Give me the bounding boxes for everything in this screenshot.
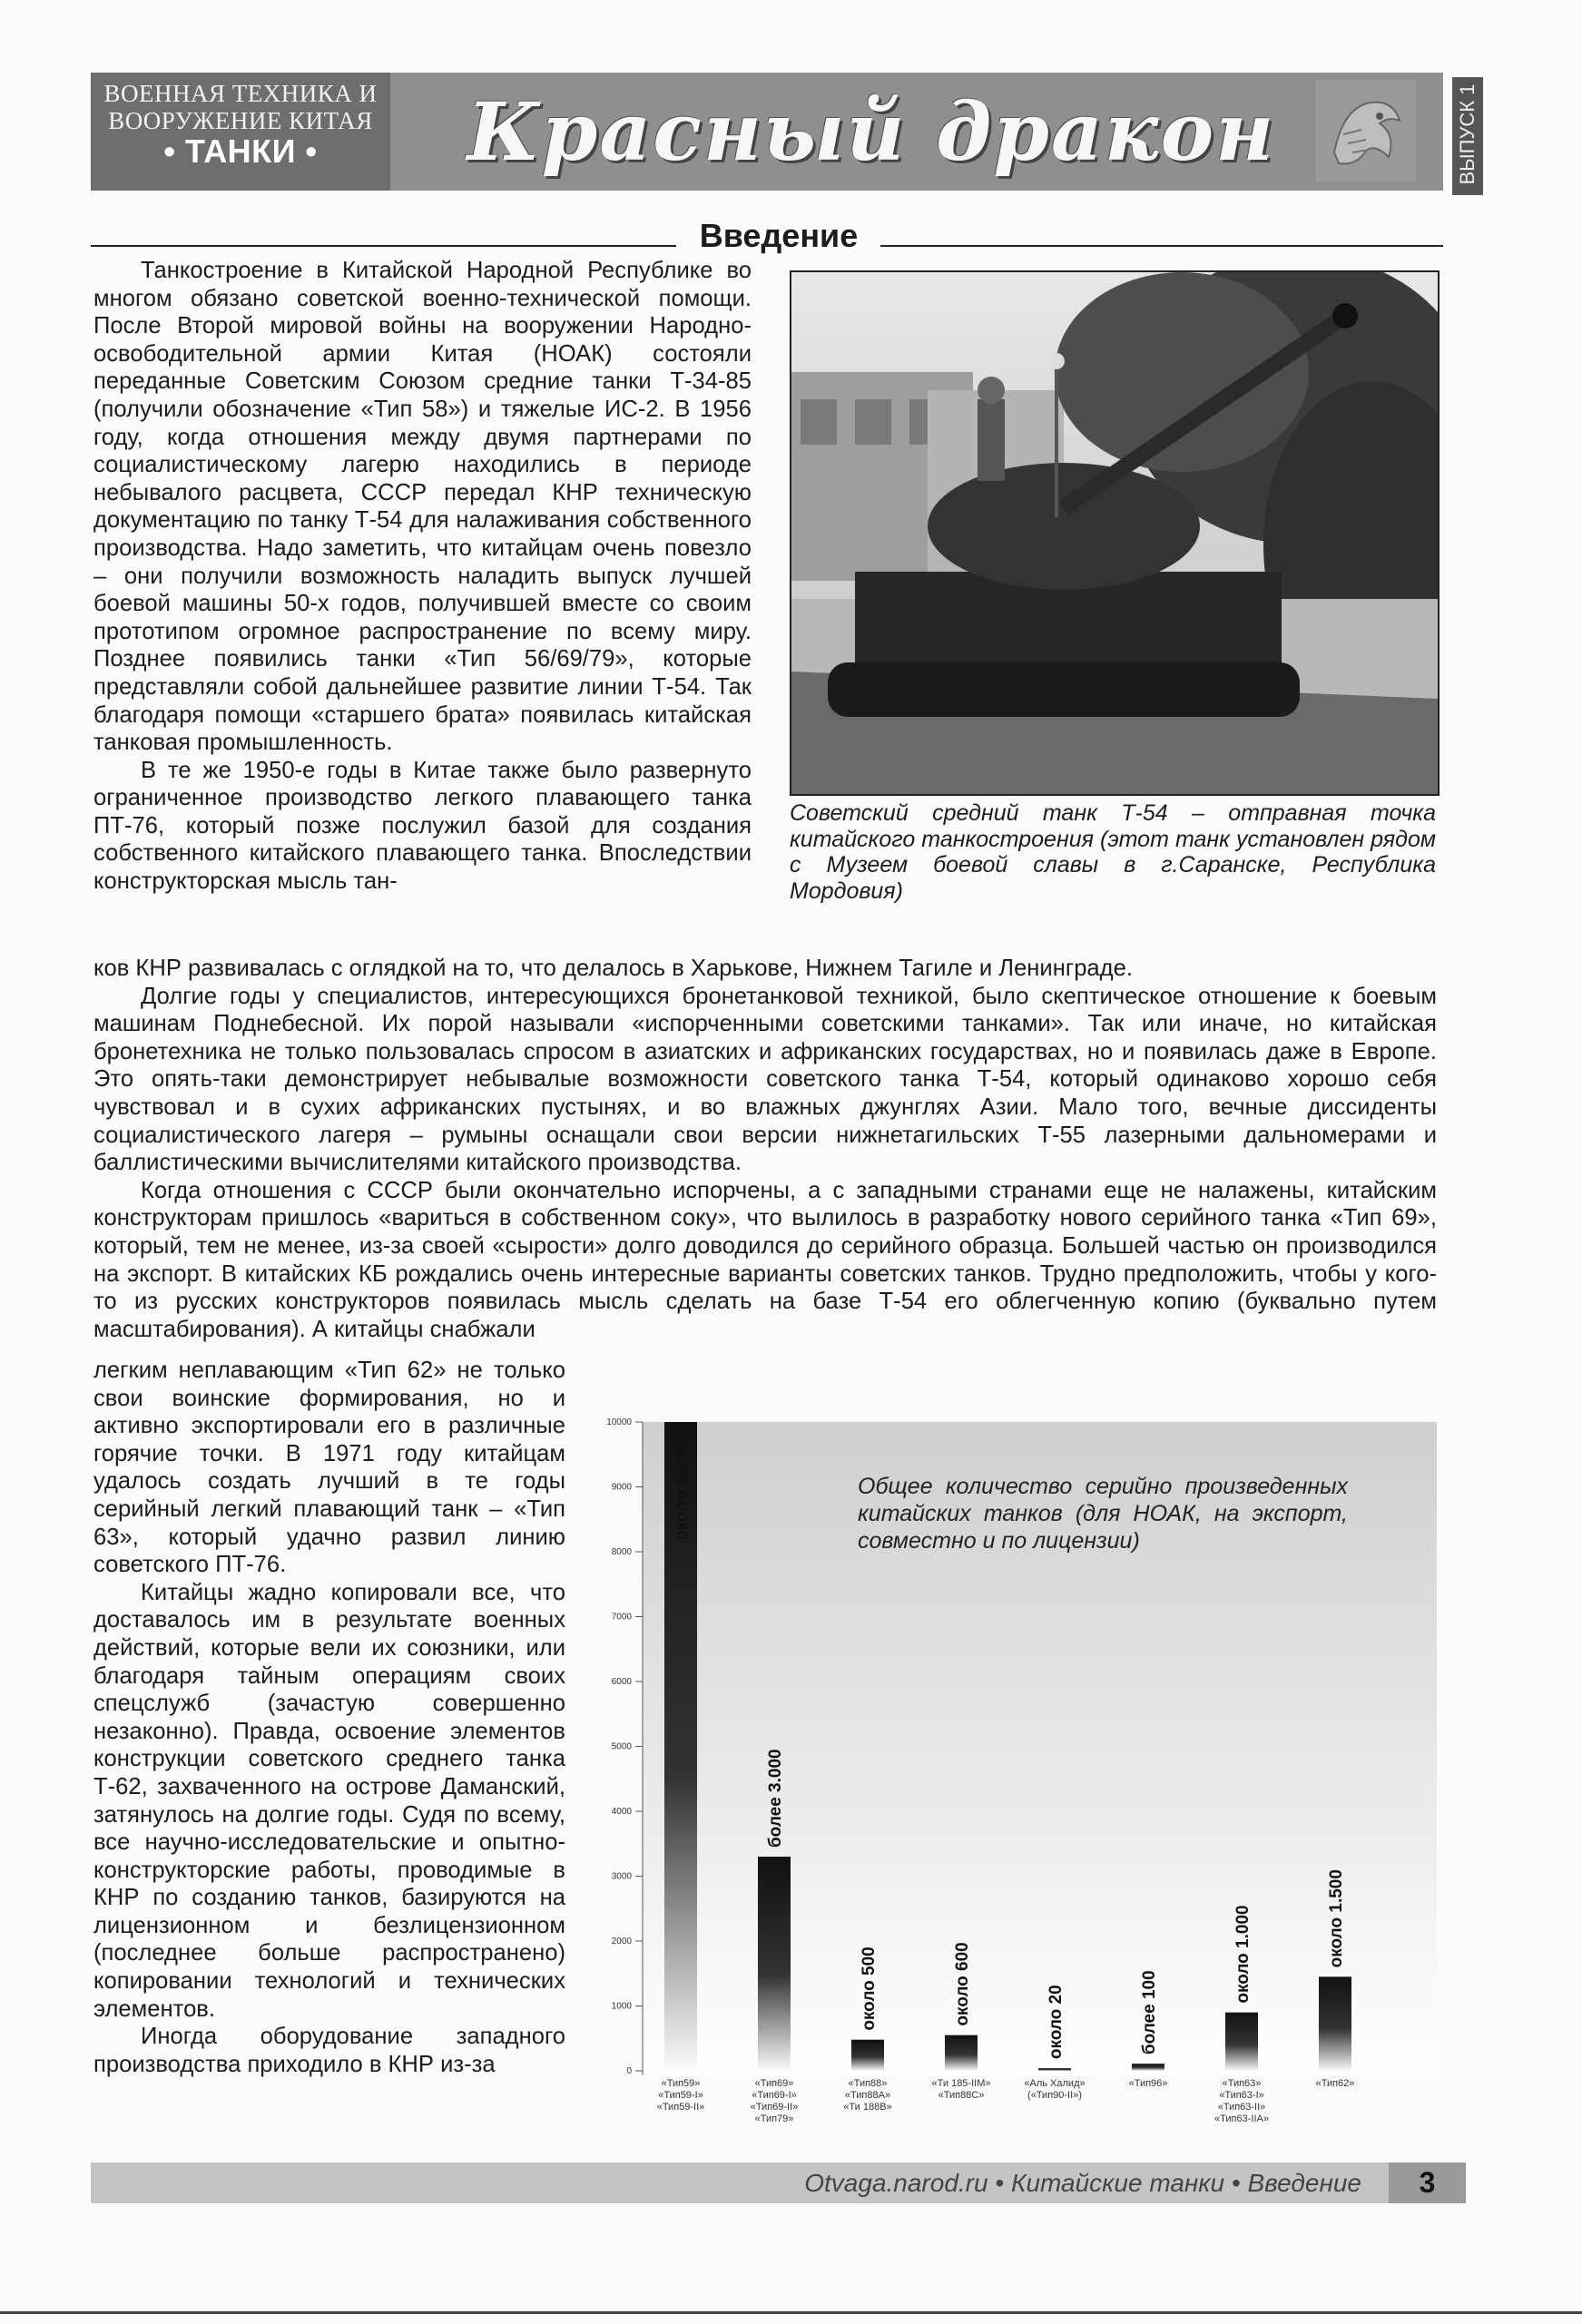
- magazine-title: Красный дракон: [467, 84, 1276, 179]
- tank-photo: [790, 270, 1440, 796]
- article-column-bottom: [93, 1357, 565, 2078]
- photo-caption: Советский средний танк Т-54 – отправная точка китайского танкостроения (этот танк установлен рядом с Музеем боевой славы в г.Саранске, Республика Мордовия): [790, 800, 1436, 904]
- paragraph-1: Танкостроение в Китайской Народной Республике во многом обязано советской военно-технической помощи. После Второй мировой войны на вооружении Народно-освободительной армии Китая (НОАК) состояли переданные Советским Союзом средние танки Т-34-85 (получили обозначение «Тип 58») и тяжелые ИС-2. В 1956 году, когда отношения между двумя партнерами по социалистическому лагерю находились в периоде небывалого расцвета, СССР передал КНР техническую документацию по танку Т-54 для налаживания собственного производства. Надо заметить, что китайцам очень повезло – они получили возможность наладить выпуск лучшей боевой машины 50-х годов, получившей вместе со своим прототипом огромное распространение по всему миру. Позднее появились танки «Тип 56/69/79», которые представляли собой дальнейшее развитие линии Т-54. Так благодаря помощи «старшего брата» появилась китайская танковая промышленность.: [93, 258, 752, 756]
- issue-tab: [1452, 77, 1483, 195]
- series-block: [91, 73, 390, 191]
- bar-value-label: около 20: [1046, 1985, 1066, 2060]
- article-column-top: [93, 257, 752, 896]
- category-label: «Тип63-II»: [1217, 2102, 1266, 2113]
- y-tick-label: 1000: [611, 2001, 632, 2012]
- bar-value-label: около 500: [860, 1946, 879, 2031]
- paragraph-4-cont: легким неплавающим «Тип 62» не только свои воинские формирования, но и активно экспортировали его в различные горячие точки. В 1971 году китайцам удалось создать лучший в те годы серийный легкий плавающий танк – «Тип 63», который удачно развил линию советского ПТ-76.: [93, 1358, 565, 1578]
- category-label: «Тип69»: [754, 2078, 794, 2089]
- category-label: «Ти 185-IIМ»: [931, 2078, 991, 2089]
- category-label: «Тип59-II»: [656, 2102, 705, 2113]
- y-tick-label: 2000: [611, 1937, 632, 1946]
- series-line-1: ВОЕННАЯ ТЕХНИКА И: [103, 80, 378, 107]
- bar: [1132, 2064, 1164, 2071]
- y-tick-label: 0: [626, 2066, 632, 2076]
- paragraph-3: Долгие годы у специалистов, интересующихся бронетанковой техникой, было скептическое отношение к боевым машинам Поднебесной. Их порой называли «испорченными советскими танками». Так или иначе, но китайская бронетехника не только пользовалась спросом в азиатских и африканских государствах, но и появилась даже в Европе. Это опять-таки демонстрирует небывалые возможности советского танка Т-54, который одинаково хорошо себя чувствовал и в сухих африканских пустынях, и во влажных джунглях Азии. Мало того, вечные диссиденты социалистического лагеря – румыны оснащали свои версии нижнетагильских Т-55 лазерными дальномерами и баллистическими вычислителями китайского производства.: [93, 983, 1437, 1176]
- article-fullwidth: [93, 955, 1437, 1343]
- series-line-2: ВООРУЖЕНИЕ КИТАЯ: [108, 107, 373, 134]
- bar: [1319, 1976, 1351, 2071]
- y-tick-label: 10000: [606, 1417, 632, 1427]
- t54-tank-image: [791, 272, 1438, 794]
- y-tick-label: 3000: [611, 1871, 632, 1882]
- y-tick-label: 8000: [611, 1547, 632, 1557]
- dragon-icon: [1316, 80, 1416, 181]
- paragraph-5: Китайцы жадно копировали все, что доставалось им в результате военных действий, которые вели их союзники, или благодаря тайным операциям своих спецслужб (зачастую совершенно незаконно). Правда, освоение элементов конструкции советского среднего танка Т-62, захваченного на острове Даманский, затянулось на долгие годы. Судя по всему, все научно-исследовательские и опытно-конструкторские работы, проводимые в КНР по созданию танков, базируются на лицензионном и безлицензионном (последнее больше распространено) копировании технологий и технических элементов.: [93, 1579, 565, 2022]
- category-label: «Тип88С»: [938, 2090, 985, 2101]
- y-tick-label: 6000: [611, 1677, 632, 1687]
- issue-tab-label: ВЫПУСК 1: [1456, 83, 1479, 185]
- category-label: «Аль Халид»: [1024, 2078, 1086, 2089]
- category-label: «Тип96»: [1128, 2078, 1168, 2089]
- y-tick-label: 5000: [611, 1741, 632, 1752]
- category-label: «Тип63»: [1222, 2078, 1262, 2089]
- category-label: «Тип69-I»: [752, 2090, 797, 2101]
- bar-value-label: более 100: [1140, 1970, 1159, 2055]
- y-tick-label: 7000: [611, 1612, 632, 1623]
- page-number: 3: [1419, 2166, 1436, 2199]
- header-banner: [91, 73, 1443, 191]
- paragraph-2-cont: ков КНР развивалась с оглядкой на то, что делалось в Харькове, Нижнем Тагиле и Ленинграде.: [93, 956, 1133, 981]
- paragraph-2: В те же 1950-е годы в Китае также было развернуто ограниченное производство легкого плавающего танка ПТ-76, который позже послужил базой для создания собственного китайского плавающего танка. Впоследствии конструкторская мысль тан-: [93, 757, 752, 895]
- paragraph-6: Иногда оборудование западного производства приходило в КНР из-за: [93, 2024, 565, 2077]
- paragraph-4: Когда отношения с СССР были окончательно испорчены, а с западными странами еще не налажены, китайским конструкторам пришлось «вариться в собственном соку», что вылилось в разработку нового серийного танка «Тип 69», который, тем не менее, из-за своей «сырости» долго доводился до серийного образца. Большей частью он производился на экспорт. В китайских КБ рождались очень интересные варианты советских танков. Трудно предположить, чтобы у кого-то из русских конструкторов появилась мысль сделать на базе Т-54 его облегченную копию (буквально путем масштабирования). А китайцы снабжали: [93, 1177, 1437, 1342]
- category-label: «Ти 188В»: [843, 2102, 892, 2113]
- footer-bar: [91, 2162, 1466, 2203]
- bar: [1225, 2013, 1258, 2071]
- bar-value-label: около 600: [953, 1942, 972, 2026]
- category-label: «Тип59-I»: [658, 2090, 703, 2101]
- category-label: «Тип59»: [661, 2078, 701, 2089]
- category-label: «Тип62»: [1315, 2078, 1355, 2089]
- bar: [945, 2035, 978, 2071]
- bottom-edge: [0, 2311, 1582, 2314]
- category-label: «Тип63-IIА»: [1214, 2113, 1269, 2124]
- section-heading: Введение: [699, 217, 859, 254]
- category-label: «Тип69-II»: [750, 2102, 799, 2113]
- category-label: «Тип88А»: [844, 2090, 891, 2101]
- page-number-box: [1389, 2162, 1466, 2203]
- bar: [1038, 2068, 1071, 2071]
- bar: [758, 1857, 791, 2071]
- footer-text: Otvaga.narod.ru • Китайские танки • Введение: [804, 2169, 1361, 2197]
- bar: [851, 2040, 884, 2071]
- series-line-3: • ТАНКИ •: [163, 132, 318, 170]
- bar-value-label: около 1.500: [1327, 1869, 1346, 1968]
- category-label: «Тип88»: [848, 2078, 888, 2089]
- y-tick-label: 4000: [611, 1807, 632, 1817]
- category-label: «Тип79»: [754, 2113, 794, 2124]
- heading-rule-right: [880, 245, 1443, 247]
- y-tick-label: 9000: [611, 1482, 632, 1493]
- heading-rule-left: [91, 245, 676, 247]
- bar-value-label: около 1.000: [1233, 1905, 1253, 2004]
- bar-value-label: более 3.000: [766, 1749, 785, 1848]
- chart-title: Общее количество серийно произведенных китайских танков (для НОАК, на экспорт, совместно и по лицензии): [858, 1474, 1348, 1554]
- category-label: «Тип63-I»: [1219, 2090, 1264, 2101]
- bar-value-label: около 10.000: [673, 1433, 692, 1541]
- category-label: («Тип90-II»): [1027, 2090, 1082, 2101]
